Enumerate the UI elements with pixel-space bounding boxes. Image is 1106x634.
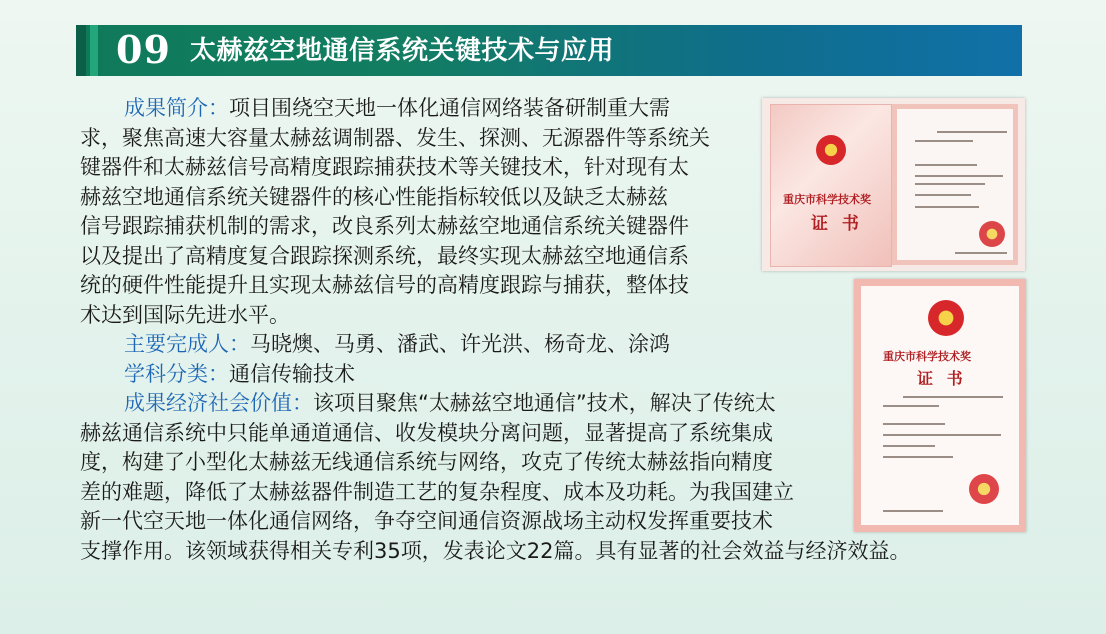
- certificate-org: 重庆市科学技术奖: [783, 193, 871, 206]
- value-label: 成果经济社会价值：: [124, 391, 313, 415]
- text-line: [883, 405, 939, 407]
- certificate-photo-portrait: [854, 279, 1026, 532]
- completers-paragraph: [80, 330, 910, 360]
- value-line: 新一代空天地一体化通信网络，争夺空间通信资源战场主动权发挥重要技术: [80, 509, 773, 533]
- completers-label: 主要完成人：: [124, 332, 250, 356]
- completers-value: 马晓燠、马勇、潘武、许光洪、杨奇龙、涂鸿: [250, 332, 670, 356]
- text-line: [915, 175, 1003, 177]
- discipline-value: 通信传输技术: [229, 361, 355, 386]
- value-line: 赫兹通信系统中只能单通道通信、收发模块分离问题，显著提高了系统集成: [80, 420, 773, 445]
- certificate-word: 证 书: [811, 214, 863, 234]
- text-line: [915, 183, 985, 185]
- certificate-cover-page: [770, 104, 892, 267]
- text-line: [915, 140, 973, 142]
- intro-line: 项目围绕空天地一体化通信网络装备研制重大需: [229, 96, 670, 120]
- text-line: [937, 131, 1007, 133]
- text-line: [883, 434, 1001, 436]
- intro-line: 术达到国际先进水平。: [80, 302, 290, 327]
- value-line: 度，构建了小型化太赫兹无线通信系统与网络，攻克了传统太赫兹指向精度: [80, 450, 773, 474]
- text-line: [915, 164, 977, 166]
- intro-line: 统的硬件性能提升且实现太赫兹信号的高精度跟踪与捕获，整体技: [80, 273, 689, 297]
- text-line: [883, 445, 935, 447]
- certificate-photo-open: [762, 98, 1025, 271]
- intro-label: 成果简介：: [124, 96, 229, 120]
- text-line: [883, 423, 945, 425]
- section-title: 太赫兹空地通信系统关键技术与应用: [190, 36, 615, 66]
- header-stripe-accent: [90, 25, 98, 76]
- text-line: [883, 456, 953, 458]
- header-stripe: [76, 25, 86, 76]
- value-paragraph: [80, 389, 910, 566]
- discipline-paragraph: [80, 360, 910, 390]
- official-seal-icon: [979, 221, 1005, 247]
- intro-line: 赫兹空地通信系统关键器件的核心性能指标较低以及缺乏太赫兹: [80, 184, 668, 209]
- value-line: 该项目聚焦“太赫兹空地通信”技术，解决了传统太: [313, 391, 776, 415]
- official-seal-icon: [969, 474, 999, 504]
- value-first-line: [80, 389, 910, 419]
- value-line: 支撑作用。该领域获得相关专利35项，发表论文22篇。具有显著的社会效益与经济效益。: [80, 538, 911, 563]
- text-line: [915, 206, 979, 208]
- text-line: [883, 510, 943, 512]
- text-line: [903, 396, 1003, 398]
- certificate-word: 证 书: [917, 369, 967, 388]
- discipline-line: [80, 360, 910, 390]
- section-number: 09: [116, 27, 171, 72]
- intro-line: 求，聚焦高速大容量太赫兹调制器、发生、探测、无源器件等系统关: [80, 125, 710, 150]
- intro-line: 键器件和太赫兹信号高精度跟踪捕获技术等关键技术，针对现有太: [80, 155, 689, 179]
- completers-line: [80, 330, 910, 360]
- national-emblem-icon: [816, 135, 846, 165]
- value-line: 差的难题，降低了太赫兹器件制造工艺的复杂程度、成本及功耗。为我国建立: [80, 479, 794, 504]
- discipline-label: 学科分类：: [124, 361, 229, 386]
- certificate-inner-page: [892, 104, 1018, 265]
- text-line: [915, 194, 971, 196]
- national-emblem-icon: [928, 300, 964, 336]
- text-line: [955, 252, 1007, 254]
- certificate-org: 重庆市科学技术奖: [883, 350, 971, 363]
- intro-line: 信号跟踪捕获机制的需求，改良系列太赫兹空地通信系统关键器件: [80, 214, 689, 238]
- section-header: [76, 25, 1022, 76]
- intro-line: 以及提出了高精度复合跟踪探测系统，最终实现太赫兹空地通信系: [80, 243, 689, 268]
